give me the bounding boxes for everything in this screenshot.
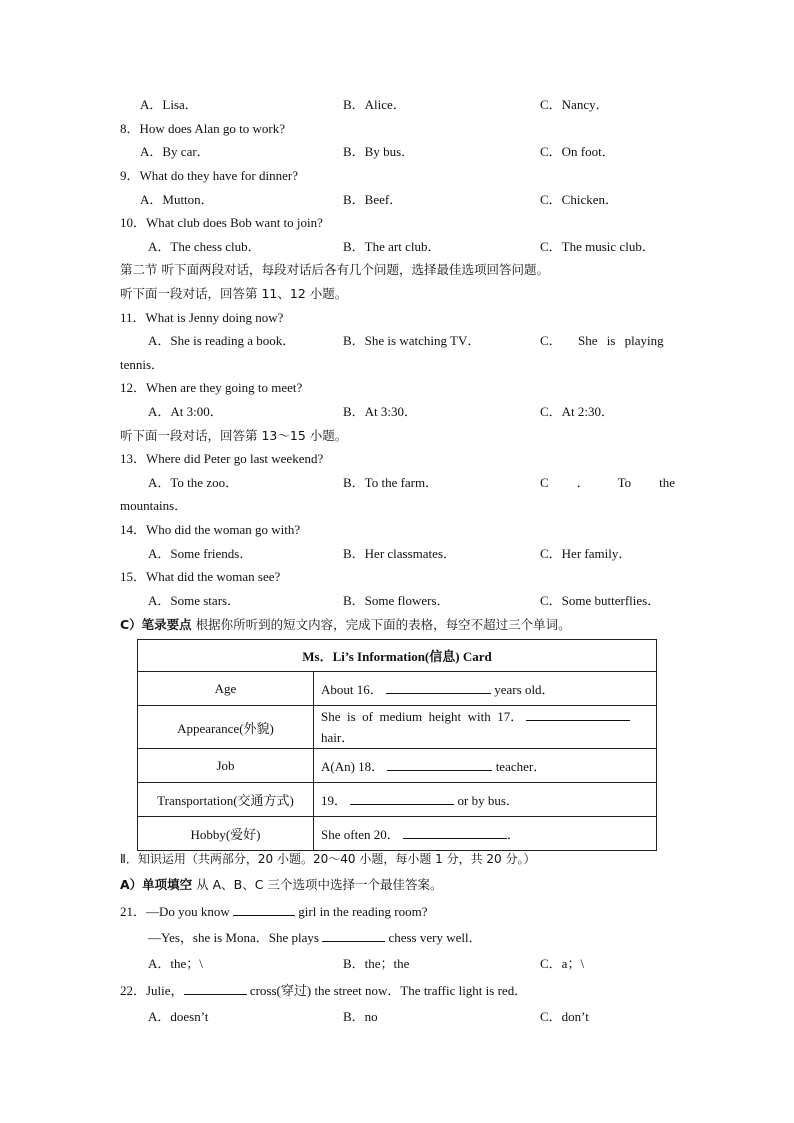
answer-blank-17[interactable] — [526, 707, 630, 721]
question-stem: 12．When are they going to meet? — [120, 380, 303, 395]
q15-options — [120, 591, 680, 611]
option-b[interactable]: B．The art club． — [343, 239, 441, 254]
row-content — [314, 749, 657, 783]
row-label: Age — [138, 672, 314, 706]
option-c-word: C — [540, 475, 549, 490]
answer-blank-20[interactable] — [403, 825, 507, 839]
card-title: Ms．Li’s Information(信息) Card — [138, 640, 657, 672]
option-c[interactable]: C．don’t — [540, 1009, 589, 1024]
part-2-heading: Ⅱ．知识运用（共两部分，20 小题。20～40 小题，每小题 1 分，共 20 分。） — [120, 852, 536, 866]
section-c-label: C）笔录要点 — [120, 617, 192, 632]
option-b[interactable]: B．no — [343, 1009, 378, 1024]
section-a-instruction: 从 A、B、C 三个选项中选择一个最佳答案。 — [192, 877, 443, 892]
row-label: Appearance(外貌) — [138, 706, 314, 749]
option-b[interactable]: B．the；the — [343, 956, 410, 971]
option-c[interactable] — [540, 473, 675, 493]
option-a[interactable]: A．the；\ — [148, 956, 203, 971]
q10-options — [120, 237, 680, 257]
question-stem: 15．What did the woman see? — [120, 569, 281, 584]
option-c[interactable]: C．Some butterflies． — [540, 593, 661, 608]
option-c[interactable]: C．The music club． — [540, 239, 655, 254]
stem-text: 22．Julie， — [120, 983, 184, 998]
option-a[interactable]: A．doesn’t — [148, 1009, 209, 1024]
question-stem: 8．How does Alan go to work? — [120, 121, 286, 136]
question-stem-line-2 — [148, 928, 708, 948]
row-content — [314, 817, 657, 851]
option-c[interactable]: C．Chicken． — [540, 192, 618, 207]
section-a-heading — [120, 875, 680, 895]
q22-options — [120, 1007, 680, 1027]
q7-options — [120, 95, 680, 115]
option-a[interactable]: A．She is reading a book． — [148, 333, 296, 348]
answer-blank-18[interactable] — [387, 757, 492, 771]
row-content — [314, 783, 657, 817]
row-text: hair． — [321, 730, 355, 745]
option-b[interactable]: B．At 3:30． — [343, 404, 418, 419]
answer-blank-19[interactable] — [350, 791, 454, 805]
row-text: ． — [506, 827, 520, 842]
table-row — [138, 817, 657, 851]
option-a[interactable]: A．Some stars． — [148, 593, 241, 608]
option-c-word: ． — [576, 475, 590, 490]
stem-text: 21．—Do you know — [120, 904, 234, 919]
option-b[interactable]: B．Beef． — [343, 192, 403, 207]
option-c-word: To — [617, 475, 632, 490]
stem-text: —Yes，she is Mona．She plays — [148, 930, 323, 945]
row-text: or by bus． — [454, 793, 519, 808]
row-label: Hobby(爱好) — [138, 817, 314, 851]
option-a[interactable]: A．To the zoo． — [148, 475, 239, 490]
option-a[interactable]: A．Mutton． — [140, 192, 214, 207]
option-c[interactable]: C．On foot． — [540, 144, 615, 159]
stem-text: chess very well． — [385, 930, 482, 945]
option-a[interactable]: A．Some friends． — [148, 546, 253, 561]
q13-options — [120, 473, 680, 493]
option-c[interactable]: C．Nancy． — [540, 97, 609, 112]
option-c[interactable]: C．At 2:30． — [540, 404, 615, 419]
info-card-table — [137, 639, 657, 851]
answer-blank[interactable] — [233, 902, 295, 916]
option-b[interactable]: B．Some flowers． — [343, 593, 450, 608]
q21-options — [120, 954, 680, 974]
option-a[interactable]: A．At 3:00． — [148, 404, 223, 419]
option-b[interactable]: B．By bus． — [343, 144, 415, 159]
option-b[interactable]: B．Alice． — [343, 97, 406, 112]
option-c[interactable]: C．Her family． — [540, 546, 632, 561]
dialog-2-intro: 听下面一段对话，回答第 13～15 小题。 — [120, 428, 348, 443]
section-c-instruction: 根据你所听到的短文内容，完成下面的表格，每空不超过三个单词。 — [191, 617, 571, 632]
row-label: Transportation(交通方式) — [138, 783, 314, 817]
table-row — [138, 749, 657, 783]
option-c-prefix[interactable]: C． — [540, 333, 562, 348]
dialog-1-intro: 听下面一段对话，回答第 11、12 小题。 — [120, 286, 348, 301]
section-2-title: 第二节 听下面两段对话，每段对话后各有几个问题，选择最佳选项回答问题。 — [120, 262, 549, 277]
row-text: About 16． — [321, 682, 383, 697]
section-a-label: A）单项填空 — [120, 877, 193, 892]
q8-options — [120, 142, 680, 162]
row-text: years old． — [491, 682, 555, 697]
question-stem: 14．Who did the woman go with? — [120, 522, 301, 537]
row-text: teacher． — [492, 759, 547, 774]
row-text: She is of medium height with 17． — [321, 709, 524, 724]
option-b[interactable]: B．To the farm． — [343, 475, 439, 490]
answer-blank[interactable] — [322, 928, 385, 942]
answer-blank[interactable] — [184, 981, 247, 995]
question-stem: 11．What is Jenny doing now? — [120, 310, 284, 325]
table-row — [138, 672, 657, 706]
question-stem — [120, 981, 680, 1001]
option-a[interactable]: A．Lisa． — [140, 97, 198, 112]
option-c-wrap: tennis． — [120, 357, 165, 372]
q12-options — [120, 402, 680, 422]
row-text: She often 20． — [321, 827, 400, 842]
q11-options — [120, 331, 680, 351]
option-b[interactable]: B．Her classmates． — [343, 546, 457, 561]
question-stem: 13．Where did Peter go last weekend? — [120, 451, 324, 466]
option-b[interactable]: B．She is watching TV． — [343, 333, 481, 348]
question-stem — [120, 902, 680, 922]
table-row — [138, 706, 657, 749]
option-c-wrap: mountains． — [120, 498, 188, 513]
question-stem: 10．What club does Bob want to join? — [120, 215, 323, 230]
stem-text: girl in the reading room? — [295, 904, 428, 919]
option-c[interactable]: C．a；\ — [540, 956, 585, 971]
option-a[interactable]: A．The chess club． — [148, 239, 261, 254]
stem-text: cross(穿过) the street now．The traffic light is red． — [246, 983, 528, 998]
section-c-heading — [120, 615, 680, 635]
option-c-word: the — [659, 475, 675, 490]
row-text: A(An) 18． — [321, 759, 385, 774]
row-content — [314, 706, 657, 749]
option-a[interactable]: A．By car． — [140, 144, 210, 159]
answer-blank-16[interactable] — [386, 680, 491, 694]
question-stem: 9．What do they have for dinner? — [120, 168, 298, 183]
row-text: 19． — [321, 793, 348, 808]
table-row — [138, 783, 657, 817]
row-content — [314, 672, 657, 706]
q9-options — [120, 190, 680, 210]
row-label: Job — [138, 749, 314, 783]
option-c[interactable]: She is playing — [578, 333, 664, 348]
q14-options — [120, 544, 680, 564]
